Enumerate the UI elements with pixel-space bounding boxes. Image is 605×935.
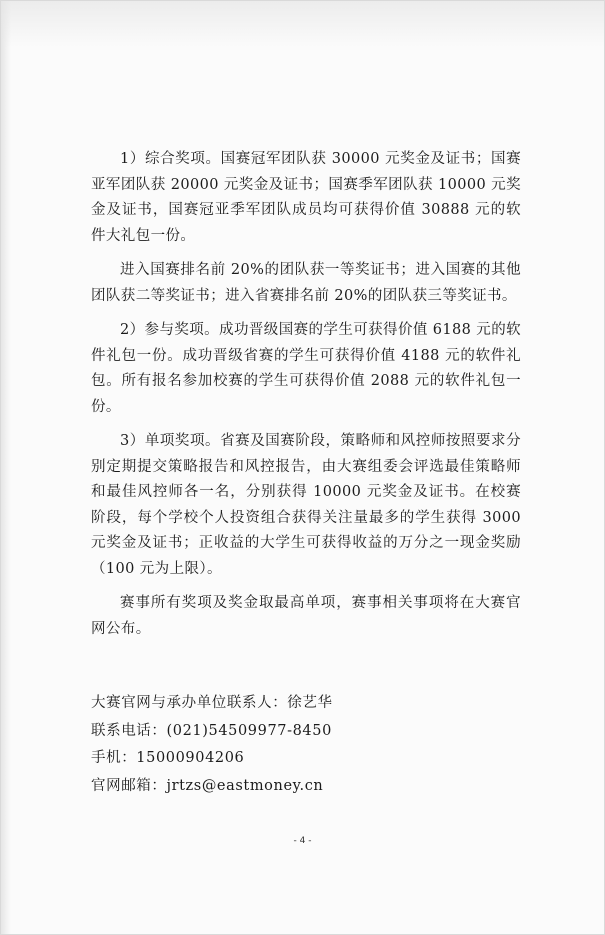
paragraph-certificates: 进入国赛排名前 20%的团队获一等奖证书；进入国赛的其他团队获二等奖证书；进入省赛排名前 20%的团队获三等奖证书。 [91,262,521,304]
page-number: - 4 - [293,836,312,846]
contact-mobile: 手机：15000904206 [91,750,245,766]
paragraph-participation-awards: 2）参与奖项。成功晋级国赛的学生可获得价值 6188 元的软件礼包一份。成功晋级省赛的学生可获得价值 4188 元的软件礼包。所有报名参加校赛的学生可获得价值 2088 元的软件礼包一份。 [91,322,521,415]
scan-shadow-top [1,1,604,47]
contact-block [91,690,521,800]
paragraph-comprehensive-awards: 1）综合奖项。国赛冠军团队获 30000 元奖金及证书；国赛亚军团队获 20000 元奖金及证书；国赛季军团队获 10000 元奖金及证书，国赛冠亚季军团队成员均可获得价值 30888 元的软件大礼包一份。 [91,151,521,244]
scan-shadow-left [1,1,11,934]
contact-email: 官网邮箱：jrtzs@eastmoney.cn [91,777,324,794]
contact-person: 大赛官网与承办单位联系人：徐艺华 [91,695,333,711]
paragraph-announcement: 赛事所有奖项及奖金取最高单项，赛事相关事项将在大赛官网公布。 [91,595,521,637]
contact-phone: 联系电话：(021)54509977-8450 [91,722,332,739]
document-body [91,147,521,642]
paragraph-individual-awards: 3）单项奖项。省赛及国赛阶段，策略师和风控师按照要求分别定期提交策略报告和风控报告，由大赛组委会评选最佳策略师和最佳风控师各一名，分别获得 10000 元奖金及证书。在校赛阶段，每个学校个人投资组合获得关注量最多的学生获得 3000 元奖金及证书；正收益的大学生可获得收益的万分之一现金奖励（100 元为上限）。 [91,433,521,577]
